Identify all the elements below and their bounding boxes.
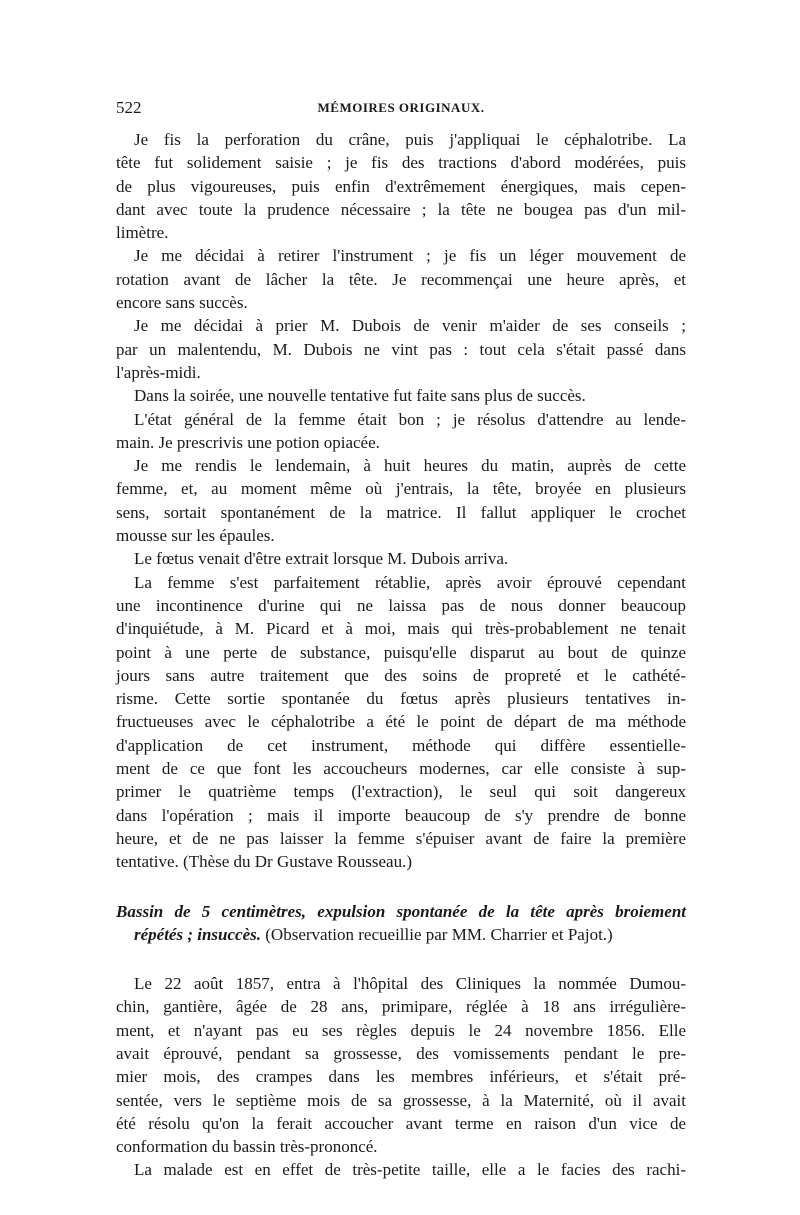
text-line: dant avec toute la prudence nécessaire ; la tête ne bougea pas d'un mil- (116, 199, 686, 219)
section-spacer (116, 946, 686, 972)
section-spacer (116, 874, 686, 900)
text-line: Le 22 août 1857, entra à l'hôpital des Cliniques la nommée Dumou- (134, 974, 686, 994)
text-line: sens, sortait spontanément de la matrice. Il fallut appliquer le crochet (116, 502, 686, 522)
text-line: limètre. (116, 223, 169, 243)
text-line: tentative. (Thèse du Dr Gustave Rousseau.) (116, 852, 412, 872)
text-line: Le fœtus venait d'être extrait lorsque M. Dubois arriva. (134, 549, 509, 569)
text-line: une incontinence d'urine qui ne laissa pas de nous donner beaucoup (116, 595, 686, 615)
running-head: MÉMOIRES ORIGINAUX. (317, 100, 485, 115)
text-line: d'inquiétude, à M. Picard et à moi, mais qui très-probablement ne tenait (116, 619, 686, 639)
observation-title: Bassin de 5 centimètres, expulsion spontanée de la tête après broiement (116, 901, 686, 921)
text-line: point à une perte de substance, puisqu'elle disparut au bout de quinze (116, 642, 686, 662)
text-line: heure, et de ne pas laisser la femme s'épuiser avant de faire la première (116, 828, 686, 848)
text-line: rotation avant de lâcher la tête. Je recommençai une heure après, et (116, 269, 686, 289)
text-line: encore sans succès. (116, 293, 248, 313)
text-line: de plus vigoureuses, puis enfin d'extrêmement énergiques, mais cepen- (116, 176, 686, 196)
text-line: conformation du bassin très-prononcé. (116, 1137, 378, 1157)
page-body (116, 128, 686, 1182)
observation-title-italic: répétés ; insuccès. (134, 924, 262, 944)
page-number: 522 (116, 98, 142, 117)
text-line: Je fis la perforation du crâne, puis j'appliquai le céphalotribe. La (134, 130, 686, 149)
text-line: fructueuses avec le céphalotribe a été le point de départ de ma méthode (116, 712, 686, 732)
text-line: Dans la soirée, une nouvelle tentative fut faite sans plus de succès. (134, 386, 586, 406)
text-line: dans l'opération ; mais il importe beaucoup de s'y prendre de bonne (116, 805, 686, 825)
text-line: La femme s'est parfaitement rétablie, après avoir éprouvé cependant (134, 572, 686, 592)
text-line: sentée, vers le septième mois de sa grossesse, à la Maternité, où il avait (116, 1090, 686, 1110)
text-line: risme. Cette sortie spontanée du fœtus après plusieurs tentatives in- (116, 689, 686, 709)
text-line: tête fut solidement saisie ; je fis des tractions d'abord modérées, puis (116, 153, 686, 173)
text-line: été résolu qu'on la ferait accoucher avant terme en raison d'un vice de (116, 1113, 686, 1133)
text-line: primer le quatrième temps (l'extraction), le seul qui soit dangereux (116, 782, 686, 802)
text-line: d'application de cet instrument, méthode qui diffère essentielle- (116, 735, 686, 755)
text-line: L'état général de la femme était bon ; je résolus d'attendre au lende- (134, 409, 686, 429)
observation-title-continued (116, 923, 686, 946)
text-line: l'après-midi. (116, 362, 201, 382)
text-line: mousse sur les épaules. (116, 526, 275, 546)
text-line: Je me décidai à retirer l'instrument ; je fis un léger mouvement de (134, 246, 686, 266)
page-header (116, 94, 686, 124)
text-line: chin, gantière, âgée de 28 ans, primipare, réglée à 18 ans irrégulière- (116, 997, 686, 1017)
text-line: main. Je prescrivis une potion opiacée. (116, 432, 380, 452)
text-line: jours sans autre traitement que des soins de propreté et le cathété- (116, 665, 686, 685)
text-line: Je me rendis le lendemain, à huit heures du matin, auprès de cette (134, 456, 686, 476)
text-line: ment, et n'ayant pas eu ses règles depuis le 24 novembre 1856. Elle (116, 1020, 686, 1040)
text-line: La malade est en effet de très-petite taille, elle a le facies des rachi- (134, 1160, 686, 1180)
text-line: Je me décidai à prier M. Dubois de venir m'aider de ses conseils ; (134, 316, 686, 336)
observation-credit: (Observation recueillie par MM. Charrier et Pajot.) (261, 924, 613, 944)
text-line: par un malentendu, M. Dubois ne vint pas : tout cela s'était passé dans (116, 339, 686, 359)
text-line: avait éprouvé, pendant sa grossesse, des vomissements pendant le pre- (116, 1043, 686, 1063)
text-line: ment de ce que font les accoucheurs modernes, car elle consiste à sup- (116, 759, 686, 779)
text-line: femme, et, au moment même où j'entrais, la tête, broyée en plusieurs (116, 479, 686, 499)
text-line: mier mois, des crampes dans les membres inférieurs, et s'était pré- (116, 1067, 686, 1087)
